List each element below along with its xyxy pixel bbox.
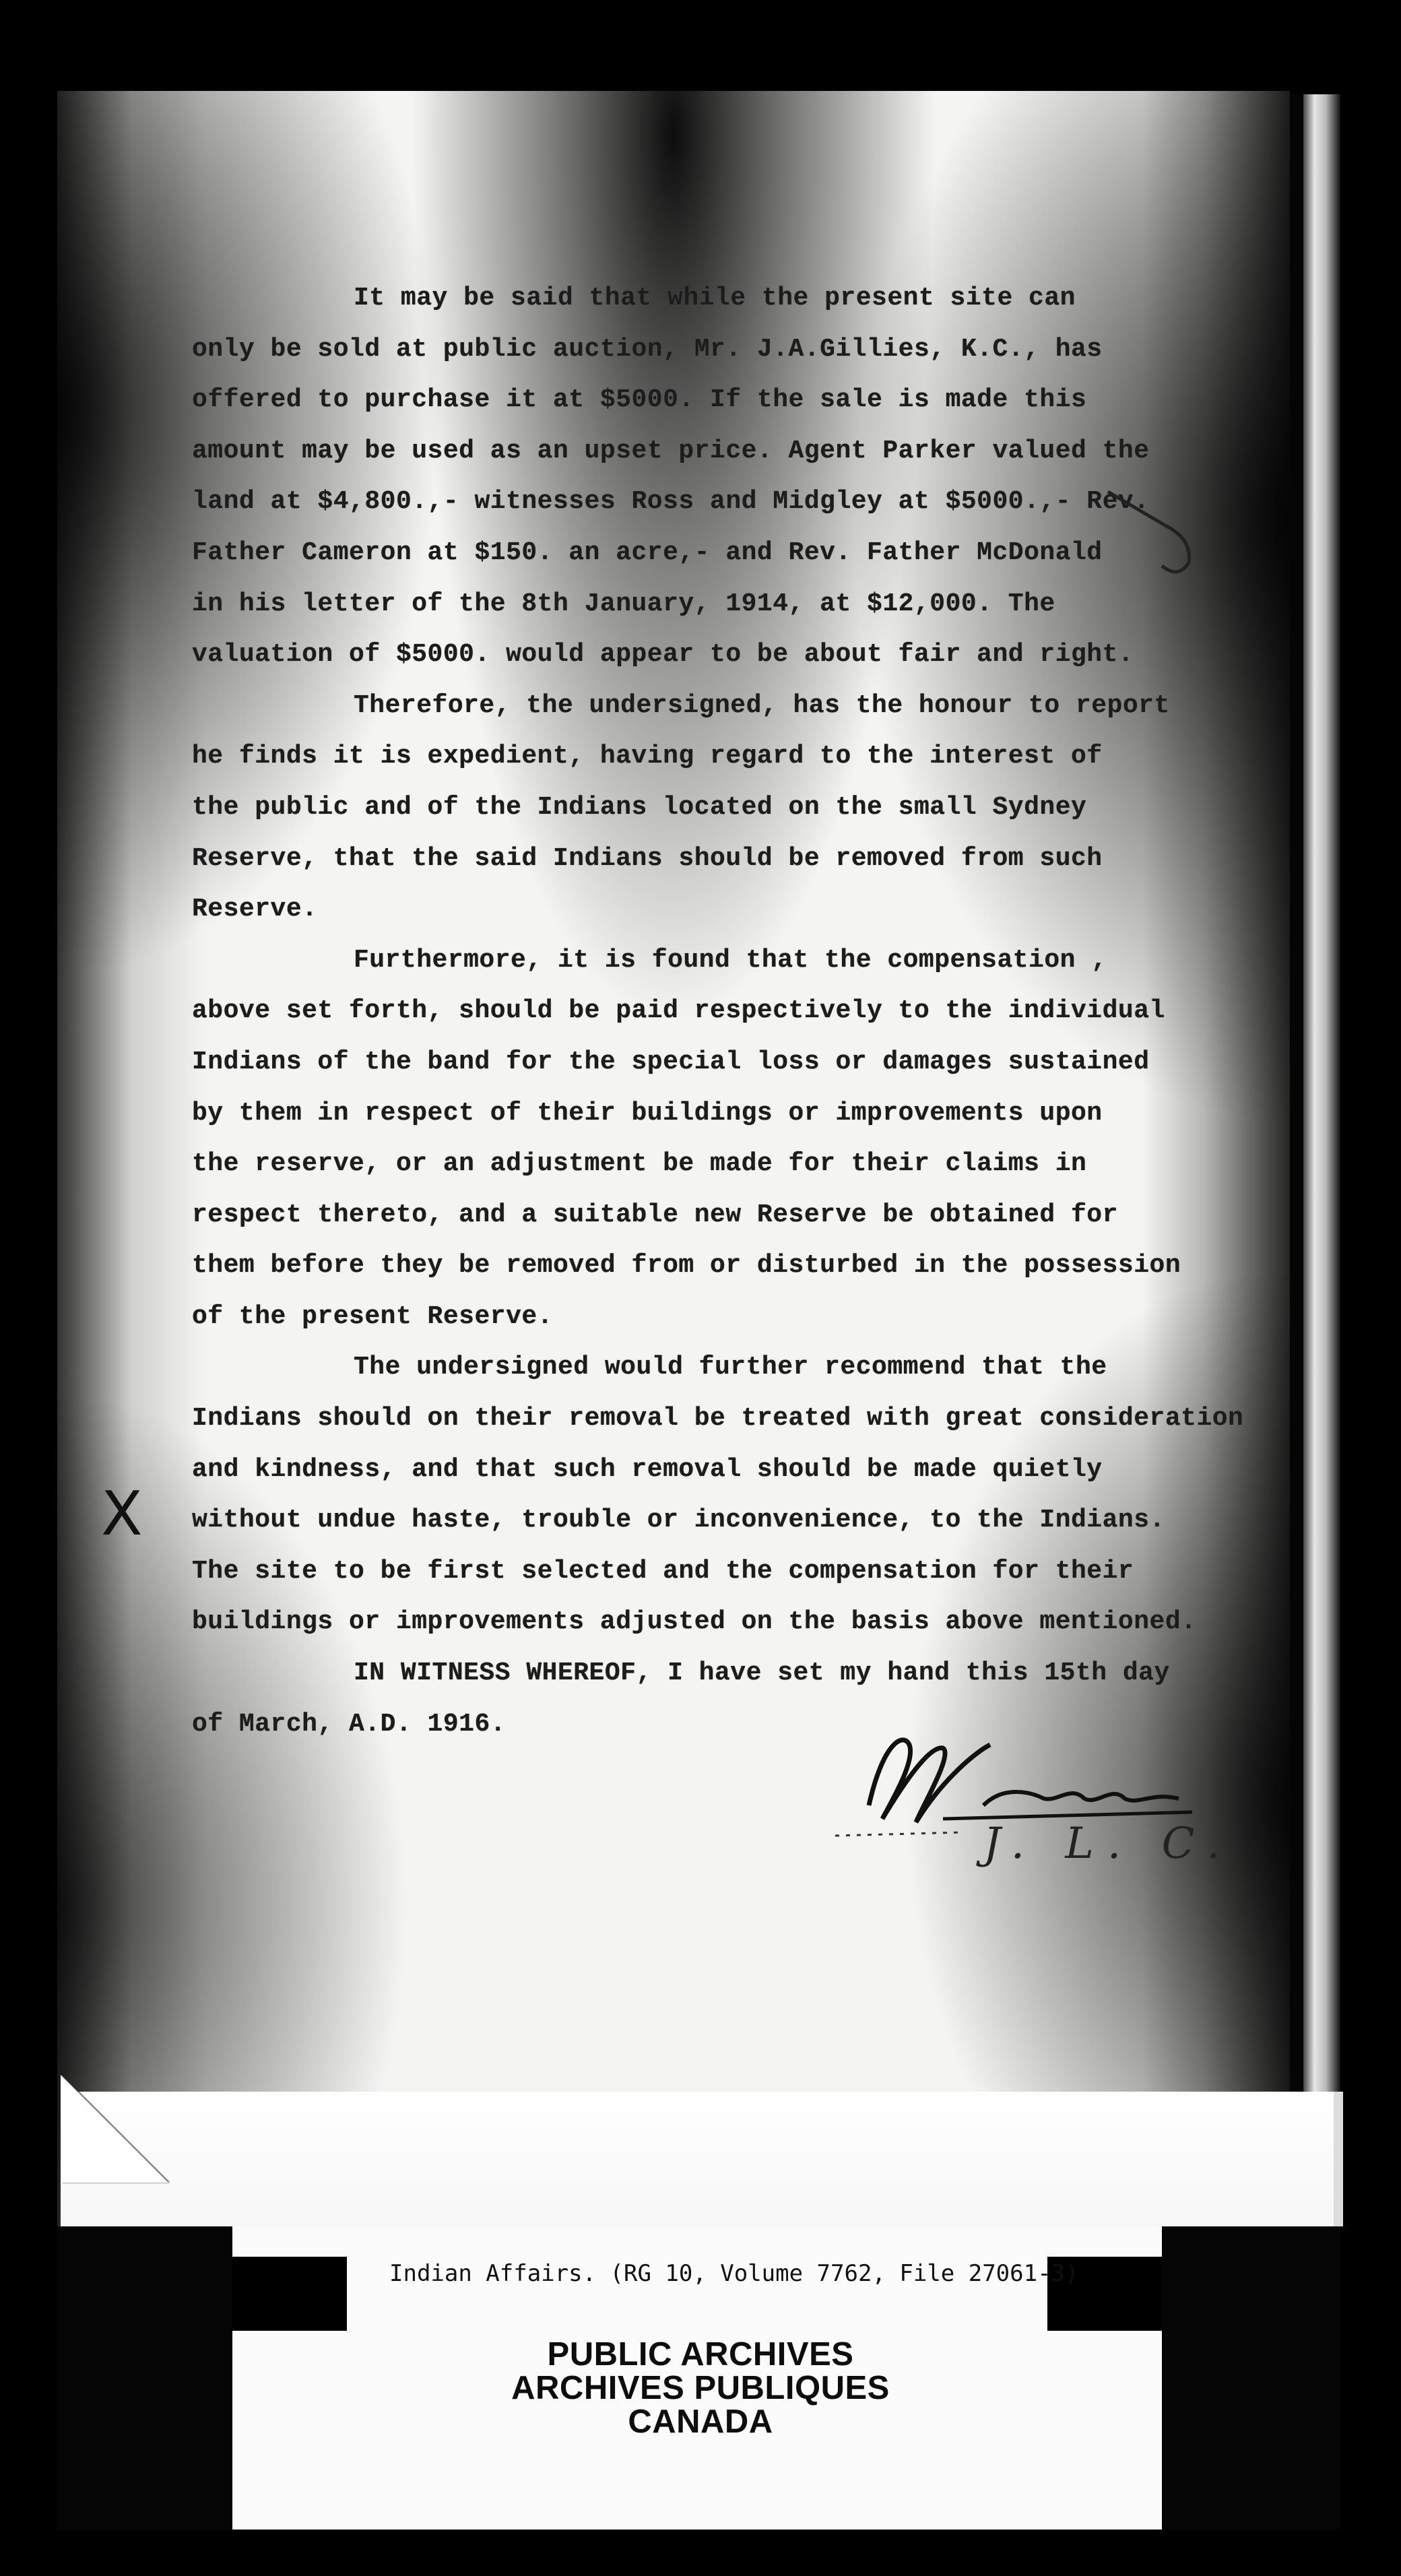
text-line: amount may be used as an upset price. Agent Parker valued the xyxy=(192,436,1150,465)
folded-corner xyxy=(61,2075,168,2183)
text-line: Indians should on their removal be treated with great consideration xyxy=(192,1404,1244,1434)
text-line: offered to purchase it at $5000. If the sale is made this xyxy=(192,385,1087,415)
left-scan-border xyxy=(0,0,57,2576)
sheet-right-edge xyxy=(1303,94,1340,2216)
text-line: by them in respect of their buildings or improvements upon xyxy=(192,1098,1103,1128)
text-line: of the present Reserve. xyxy=(192,1301,553,1331)
archive-stamp-line: PUBLIC ARCHIVES xyxy=(547,2336,854,2373)
sheet-lower-margin xyxy=(61,2092,1343,2226)
text-line: Therefore, the undersigned, has the honour to report xyxy=(354,690,1170,720)
text-line: Reserve. xyxy=(192,895,318,924)
text-line: Furthermore, it is found that the compensation , xyxy=(354,945,1107,975)
margin-bracket-mark xyxy=(1105,485,1199,593)
bottom-scan-border xyxy=(0,2530,1401,2576)
text-line: in his letter of the 8th January, 1914, at $12,000. The xyxy=(192,589,1055,618)
text-line: of March, A.D. 1916. xyxy=(192,1709,507,1739)
top-scan-border xyxy=(0,0,1401,94)
text-line: the reserve, or an adjustment be made for their claims in xyxy=(192,1149,1087,1179)
text-line: the public and of the Indians located on the small Sydney xyxy=(192,792,1087,822)
text-line: them before they be removed from or disturbed in the possession xyxy=(192,1251,1181,1281)
text-line: The site to be first selected and the compensation for their xyxy=(192,1556,1134,1586)
text-line: The undersigned would further recommend that the xyxy=(354,1353,1107,1382)
archive-reference: Indian Affairs. (RG 10, Volume 7762, File 27061-3) xyxy=(389,2260,1079,2287)
text-line: valuation of $5000. would appear to be about fair and right. xyxy=(192,640,1134,670)
text-line: Indians of the band for the special loss or damages sustained xyxy=(192,1047,1150,1076)
archive-stamp-line: CANADA xyxy=(628,2404,773,2440)
handwritten-signature xyxy=(828,1704,1206,1906)
archive-stamp xyxy=(0,2338,1401,2439)
text-line: without undue haste, trouble or inconvenience, to the Indians. xyxy=(192,1506,1165,1535)
text-line: and kindness, and that such removal should be made quietly xyxy=(192,1454,1103,1484)
text-line: only be sold at public auction, Mr. J.A.Gillies, K.C., has xyxy=(192,334,1103,364)
label-mount-left xyxy=(232,2257,347,2331)
margin-x-mark: X xyxy=(101,1479,143,1549)
text-line: respect thereto, and a suitable new Reserve be obtained for xyxy=(192,1200,1118,1229)
text-line: Reserve, that the said Indians should be removed from such xyxy=(192,843,1103,873)
signature-initials: J. L. C. xyxy=(983,1819,1234,1869)
text-line: It may be said that while the present site can xyxy=(354,284,1076,313)
text-line: he finds it is expedient, having regard to the interest of xyxy=(192,742,1103,771)
text-line: buildings or improvements adjusted on the basis above mentioned. xyxy=(192,1607,1197,1637)
right-scan-border xyxy=(1340,0,1401,2576)
text-line: land at $4,800.,- witnesses Ross and Midgley at $5000.,- Rev. xyxy=(192,487,1150,517)
text-line: Father Cameron at $150. an acre,- and Rev. Father McDonald xyxy=(192,538,1103,567)
text-line: above set forth, should be paid respectively to the individual xyxy=(192,996,1165,1026)
text-line: IN WITNESS WHEREOF, I have set my hand this 15th day xyxy=(354,1659,1170,1688)
archive-stamp-line: ARCHIVES PUBLIQUES xyxy=(511,2370,890,2406)
